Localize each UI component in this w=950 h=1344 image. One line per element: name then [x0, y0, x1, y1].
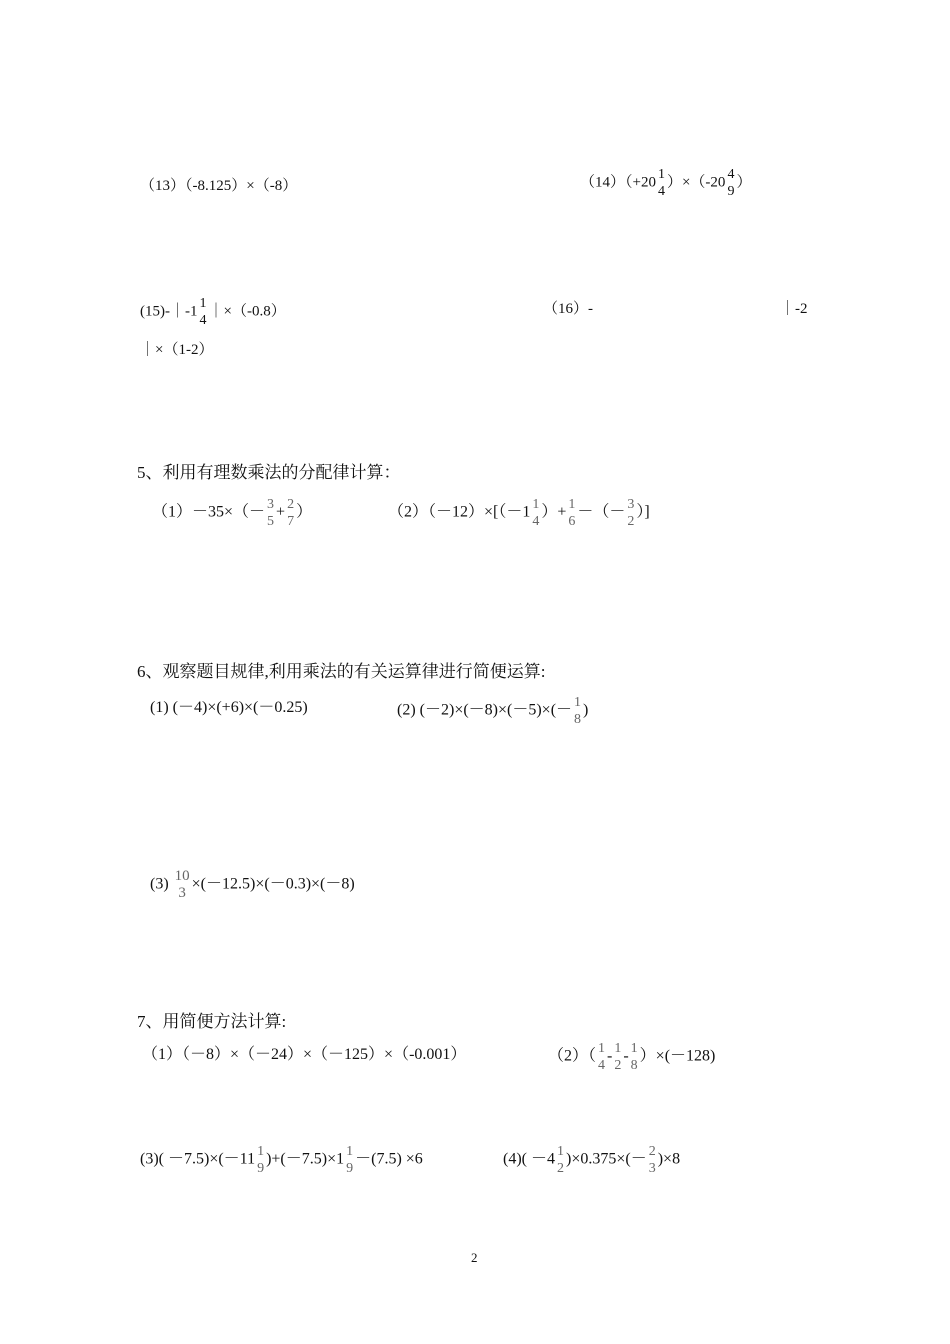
fraction: 1 2 [557, 1144, 564, 1176]
section-6-q2: (2) (－2)×(－8)×(－5)×(－ 1 8 ) [397, 695, 589, 727]
fraction: 1 8 [630, 1041, 638, 1073]
fraction: 1 8 [574, 695, 582, 727]
fraction: 1 9 [346, 1144, 354, 1176]
problem-16-end: ｜×（1-2） [140, 342, 214, 358]
problem-15: (15)-｜-1 1 4 ｜×（-0.8） [140, 296, 286, 328]
section-7-title: 7、用简便方法计算: [137, 1012, 287, 1031]
fraction: 1 4 [657, 167, 665, 199]
fraction: 3 2 [627, 497, 635, 529]
fraction: 10 3 [174, 868, 190, 901]
section-6-title: 6、观察题目规律,利用乘法的有关运算律进行简便运算: [137, 662, 546, 681]
problem-13: （13）（-8.125）×（-8） [140, 178, 298, 194]
section-5-q2: （2）（－12）×[（－1 1 4 ）+ 1 6 －（－ 3 2 ）] [388, 497, 650, 529]
fraction: 1 2 [614, 1041, 622, 1073]
fraction: 1 4 [199, 296, 207, 328]
fraction: 1 6 [568, 497, 576, 529]
section-7-q3: (3)( －7.5)×(－11 1 9 )+(－7.5)×1 1 9 －(7.5) ×6 [140, 1144, 423, 1176]
fraction: 2 3 [648, 1144, 656, 1176]
problem-16-abs: ｜-2 [780, 301, 808, 317]
fraction: 1 4 [598, 1041, 606, 1073]
section-6-q1: (1) (－4)×(+6)×(－0.25) [150, 699, 308, 716]
fraction: 3 5 [267, 497, 275, 529]
section-7-q1: （1）（－8）×（－24）×（－125）×（-0.001） [142, 1046, 467, 1063]
section-5-title: 5、利用有理数乘法的分配律计算： [137, 463, 401, 482]
section-5-q1: （1）－35×（－ 3 5 + 2 7 ） [152, 497, 313, 529]
fraction: 1 9 [257, 1144, 265, 1176]
page-number: 2 [471, 1250, 478, 1265]
section-7-q4: (4)( －4 1 2 )×0.375×(－ 2 3 )×8 [503, 1144, 681, 1176]
section-7-q2: （2）（ 1 4 - 1 2 - 1 8 ）×(－128) [548, 1041, 716, 1073]
fraction: 2 7 [287, 497, 295, 529]
fraction: 1 4 [532, 497, 540, 529]
problem-14: （14）（+20 1 4 ）×（-20 4 9 ） [580, 167, 752, 199]
fraction: 4 9 [727, 167, 735, 199]
section-6-q3: (3) 10 3 ×(－12.5)×(－0.3)×(－8) [150, 868, 355, 901]
problem-16-start: （16）- [543, 301, 593, 317]
